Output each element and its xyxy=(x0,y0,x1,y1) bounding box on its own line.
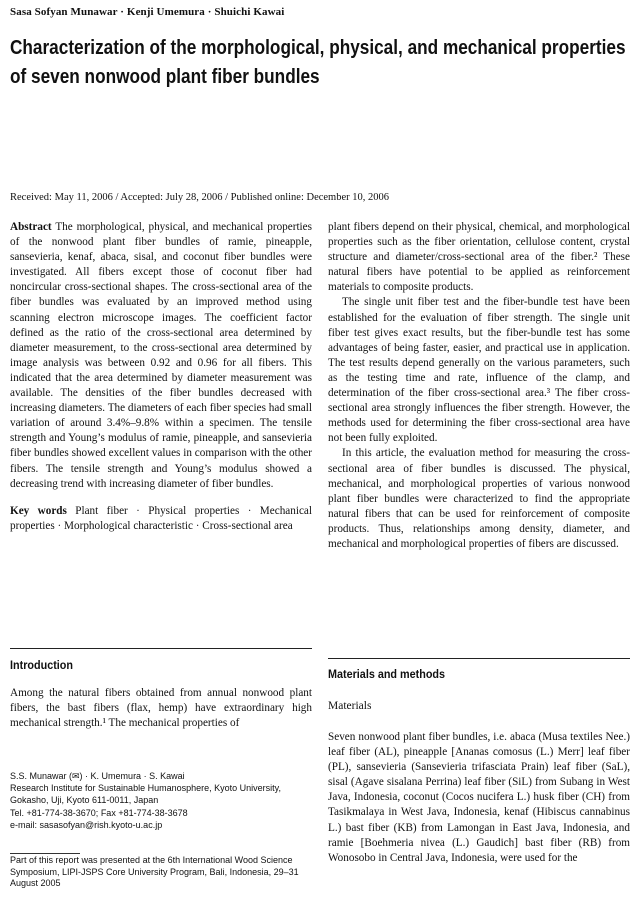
paper-title: Characterization of the morphological, physical, and mechanical properties of seven nonwood plant fiber bundles xyxy=(10,37,626,88)
abstract-paragraph xyxy=(10,220,312,492)
section-rule-left xyxy=(10,648,312,649)
intro-paragraph-3: In this article, the evaluation method for measuring the cross-sectional area of fiber bundles is discussed. The physical, mechanical, and morphological properties of various nonwood plant fiber bundles were characterized to find the appropriate natural fibers that can be used for reinforcement of composite products. Thus, relationships among density, diameter, and mechanical and morphological properties of fibers are discussed. xyxy=(328,447,630,550)
abstract-section xyxy=(10,220,312,534)
author-affiliation xyxy=(10,770,312,831)
materials-subheading: Materials xyxy=(328,700,372,712)
presentation-footnote: Part of this report was presented at the 6th International Wood Science Symposium, LIPI-JSPS Core University Program, Bali, Indonesia, 29–31 August 2005 xyxy=(10,855,299,888)
keywords-text: Plant fiber · Physical properties · Mechanical properties · Morphological characteristic · Cross-sectional area xyxy=(10,504,312,532)
author-list: Sasa Sofyan Munawar · Kenji Umemura · Shuichi Kawai xyxy=(10,6,285,18)
introduction-text: Among the natural fibers obtained from annual nonwood plant fibers, the bast fibers (flax, hemp) have extraordinary high mechanical strength.¹ The mechanical properties of xyxy=(10,687,312,730)
affiliation-institute: Research Institute for Sustainable Humanosphere, Kyoto University, Gokasho, Uji, Kyoto 611-0011, Japan xyxy=(10,783,281,806)
keywords-paragraph xyxy=(10,504,312,534)
abstract-label: Abstract xyxy=(10,221,52,233)
affiliation-phone: Tel. +81-774-38-3670; Fax +81-774-38-3678 xyxy=(10,807,188,818)
affiliation-email: e-mail: sasasofyan@rish.kyoto-u.ac.jp xyxy=(10,819,163,830)
methods-heading: Materials and methods xyxy=(328,667,446,681)
footnote-rule xyxy=(10,853,80,854)
publication-dates: Received: May 11, 2006 / Accepted: July 28, 2006 / Published online: December 10, 2006 xyxy=(10,192,389,203)
introduction-heading: Introduction xyxy=(10,658,73,672)
affiliation-names: S.S. Munawar (✉) · K. Umemura · S. Kawai xyxy=(10,771,185,781)
intro-paragraph-1: plant fibers depend on their physical, chemical, and morphological properties such as the fiber orientation, cellulose content, crystal structure and diameter/cross-sectional area of the fiber.² These natural fibers have potential to be applied as reinforcement materials to composite products. xyxy=(328,221,630,294)
abstract-text: The morphological, physical, and mechanical properties of the nonwood plant fiber bundles of ramie, pineapple, sansevieria, kenaf, abaca, sisal, and coconut fiber bundles were investigated. All fibers except those of coconut fiber had noncircular cross-sectional shapes. The cross-sectional area of the fiber bundles was evaluated by an improved method using scanning electron microscope images. The coefficient factor defined as the ratio of the cross-sectional area determined by diameter measurement, to the cross-sectional area determined by image analysis was between 0.92 and 0.96 for all fibers. This indicated that the area determined by diameter measurement was available. The densities of the fiber bundles decreased with increasing diameters. The diameters of each fiber species had small variation of around 3.4%–9.8% within a specimen. The tensile strength and Young’s modulus of ramie, pineapple, and sansevieria fiber bundles showed excellent values in comparison with the other fibers. The tensile strength and Young’s modulus showed a decreasing trend with increasing diameter of fiber bundles. xyxy=(10,221,312,490)
intro-paragraph-2: The single unit fiber test and the fiber-bundle test have been established for the evaluation of fiber strength. The single unit fiber test gives exact results, but the fiber-bundle test has some advantages of being faster, easier, and practical use in application. The test results depend generally on the various parameters, such as the testing time and rate, influence of the clamp, and determination of the fiber cross-sectional area.³ The fiber cross-sectional area strongly influences the fiber strength. However, the methods used for determining the fiber cross-sectional area have not been fully exploited. xyxy=(328,296,630,445)
intro-continuation xyxy=(328,220,630,552)
materials-text: Seven nonwood plant fiber bundles, i.e. abaca (Musa textiles Nee.) leaf fiber (AL), pineapple [Ananas comosus (L.) Merr] leaf fiber (PL), sansevieria (Sansevieria trifasciata Prain) leaf fiber (SaL), sisal (Agave sisalana Perrina) leaf fiber (SiL) from Subang in West Java, Indonesia, coconut (Cocos nucifera L.) husk fiber (CH) from Tasikmalaya in West Java, Indonesia, kenaf (Hibiscus cannabinus L.) bast fiber (KB) from Lamongan in East Java, Indonesia, and ramie [Boehmeria nivea (L.) Gaudich] bast fiber (RB) from Wonosobo in Central Java, Indonesia, were used for the xyxy=(328,731,630,864)
keywords-label: Key words xyxy=(10,504,67,517)
section-rule-right xyxy=(328,658,630,659)
